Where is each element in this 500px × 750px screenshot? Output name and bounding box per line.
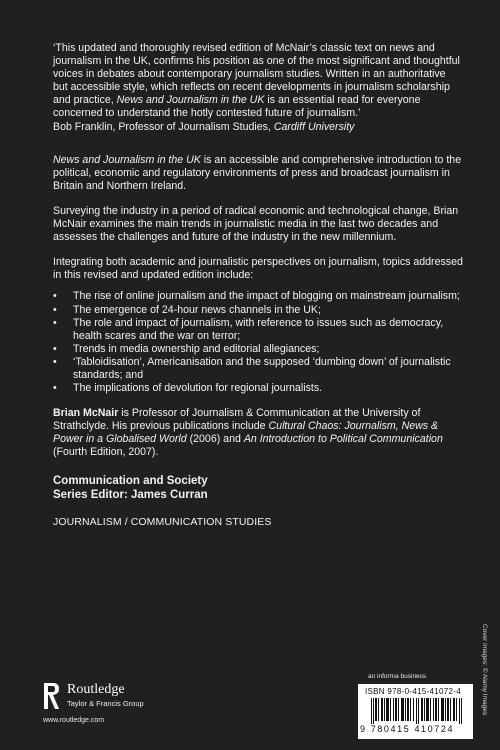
topics-list [53, 290, 463, 395]
series-info [53, 474, 463, 502]
author-bio [53, 407, 463, 459]
publisher-name: Routledge [67, 682, 125, 697]
author-name: Brian McNair [53, 407, 119, 420]
author-book-1: Cultural Chaos: Journalism, News & Power in a Globalised World [53, 420, 439, 446]
topics-intro: Integrating both academic and journalistic perspectives on journalism, topics addressed in this revised and updated edition include: [53, 256, 463, 282]
isbn-number: ISBN 978-0-415-41072-4 [365, 687, 461, 696]
publisher-logo [43, 682, 144, 710]
series-editor: Series Editor: James Curran [53, 488, 208, 501]
quote-text: ‘This updated and thoroughly revised edition of McNair’s classic text on news and journalism in the UK, confirms his position as one of the most significant and thoughtful voices in debates about contemporary journalism studies. Written in an authoritative but accessible style, which reflects on recent developments in journalism scholarship and practice, [53, 42, 460, 107]
back-cover-text [53, 42, 463, 529]
publisher-tagline: an informa business [368, 673, 427, 680]
endorsement-quote [53, 42, 463, 134]
topic-item: • Trends in media ownership and editorial allegiances; [53, 343, 463, 356]
barcode-digits: 9 780415 410724 [360, 724, 455, 734]
topic-item: • The rise of online journalism and the impact of blogging on mainstream journalism; [53, 290, 463, 303]
subject-category: JOURNALISM / COMMUNICATION STUDIES [53, 515, 272, 528]
topic-item: • The role and impact of journalism, with reference to issues such as democracy, health scares and the war on terror; [53, 317, 463, 343]
author-bio-text-2: (2006) and [186, 433, 244, 446]
quote-attribution: Bob Franklin, Professor of Journalism Studies, [53, 120, 274, 133]
intro-paragraph [53, 154, 463, 193]
intro-text: is an accessible and comprehensive introduction to the political, economic and regulatory environments of press and broadcast journalism in Britain and Northern Ireland. [53, 153, 462, 192]
topic-item: • The emergence of 24-hour news channels in the UK; [53, 304, 463, 317]
quote-book-title: News and Journalism in the UK [116, 94, 265, 107]
quote-institution: Cardiff University [273, 120, 355, 133]
routledge-logo-icon [43, 682, 61, 710]
barcode-panel [358, 684, 473, 739]
series-name: Communication and Society [53, 474, 208, 487]
cover-image-credit: Cover images: © Alamy Images [481, 624, 488, 716]
author-book-2: An Introduction to Political Communication [243, 433, 443, 446]
publisher-url: www.routledge.com [43, 717, 105, 724]
topic-item: • ‘Tabloidisation’, Americanisation and the supposed ‘dumbing down’ of journalistic standards; and [53, 356, 463, 382]
publisher-group: Taylor & Francis Group [67, 699, 144, 708]
barcode-icon [371, 698, 463, 724]
author-bio-text: is Professor of Journalism & Communication at the University of Strathclyde. His previous publications include [53, 407, 421, 433]
survey-paragraph: Surveying the industry in a period of radical economic and technological change, Brian McNair examines the main trends in journalistic media in the last two decades and assesses the challenges and future of the industry in the new millennium. [53, 204, 459, 244]
intro-book-title: News and Journalism in the UK [53, 153, 201, 166]
quote-text-end: is an essential read for everyone concerned to understand the hotly contested future of journalism.’ [53, 94, 421, 120]
author-bio-text-3: (Fourth Edition, 2007). [53, 446, 159, 459]
topic-item: • The implications of devolution for regional journalists. [53, 382, 463, 395]
